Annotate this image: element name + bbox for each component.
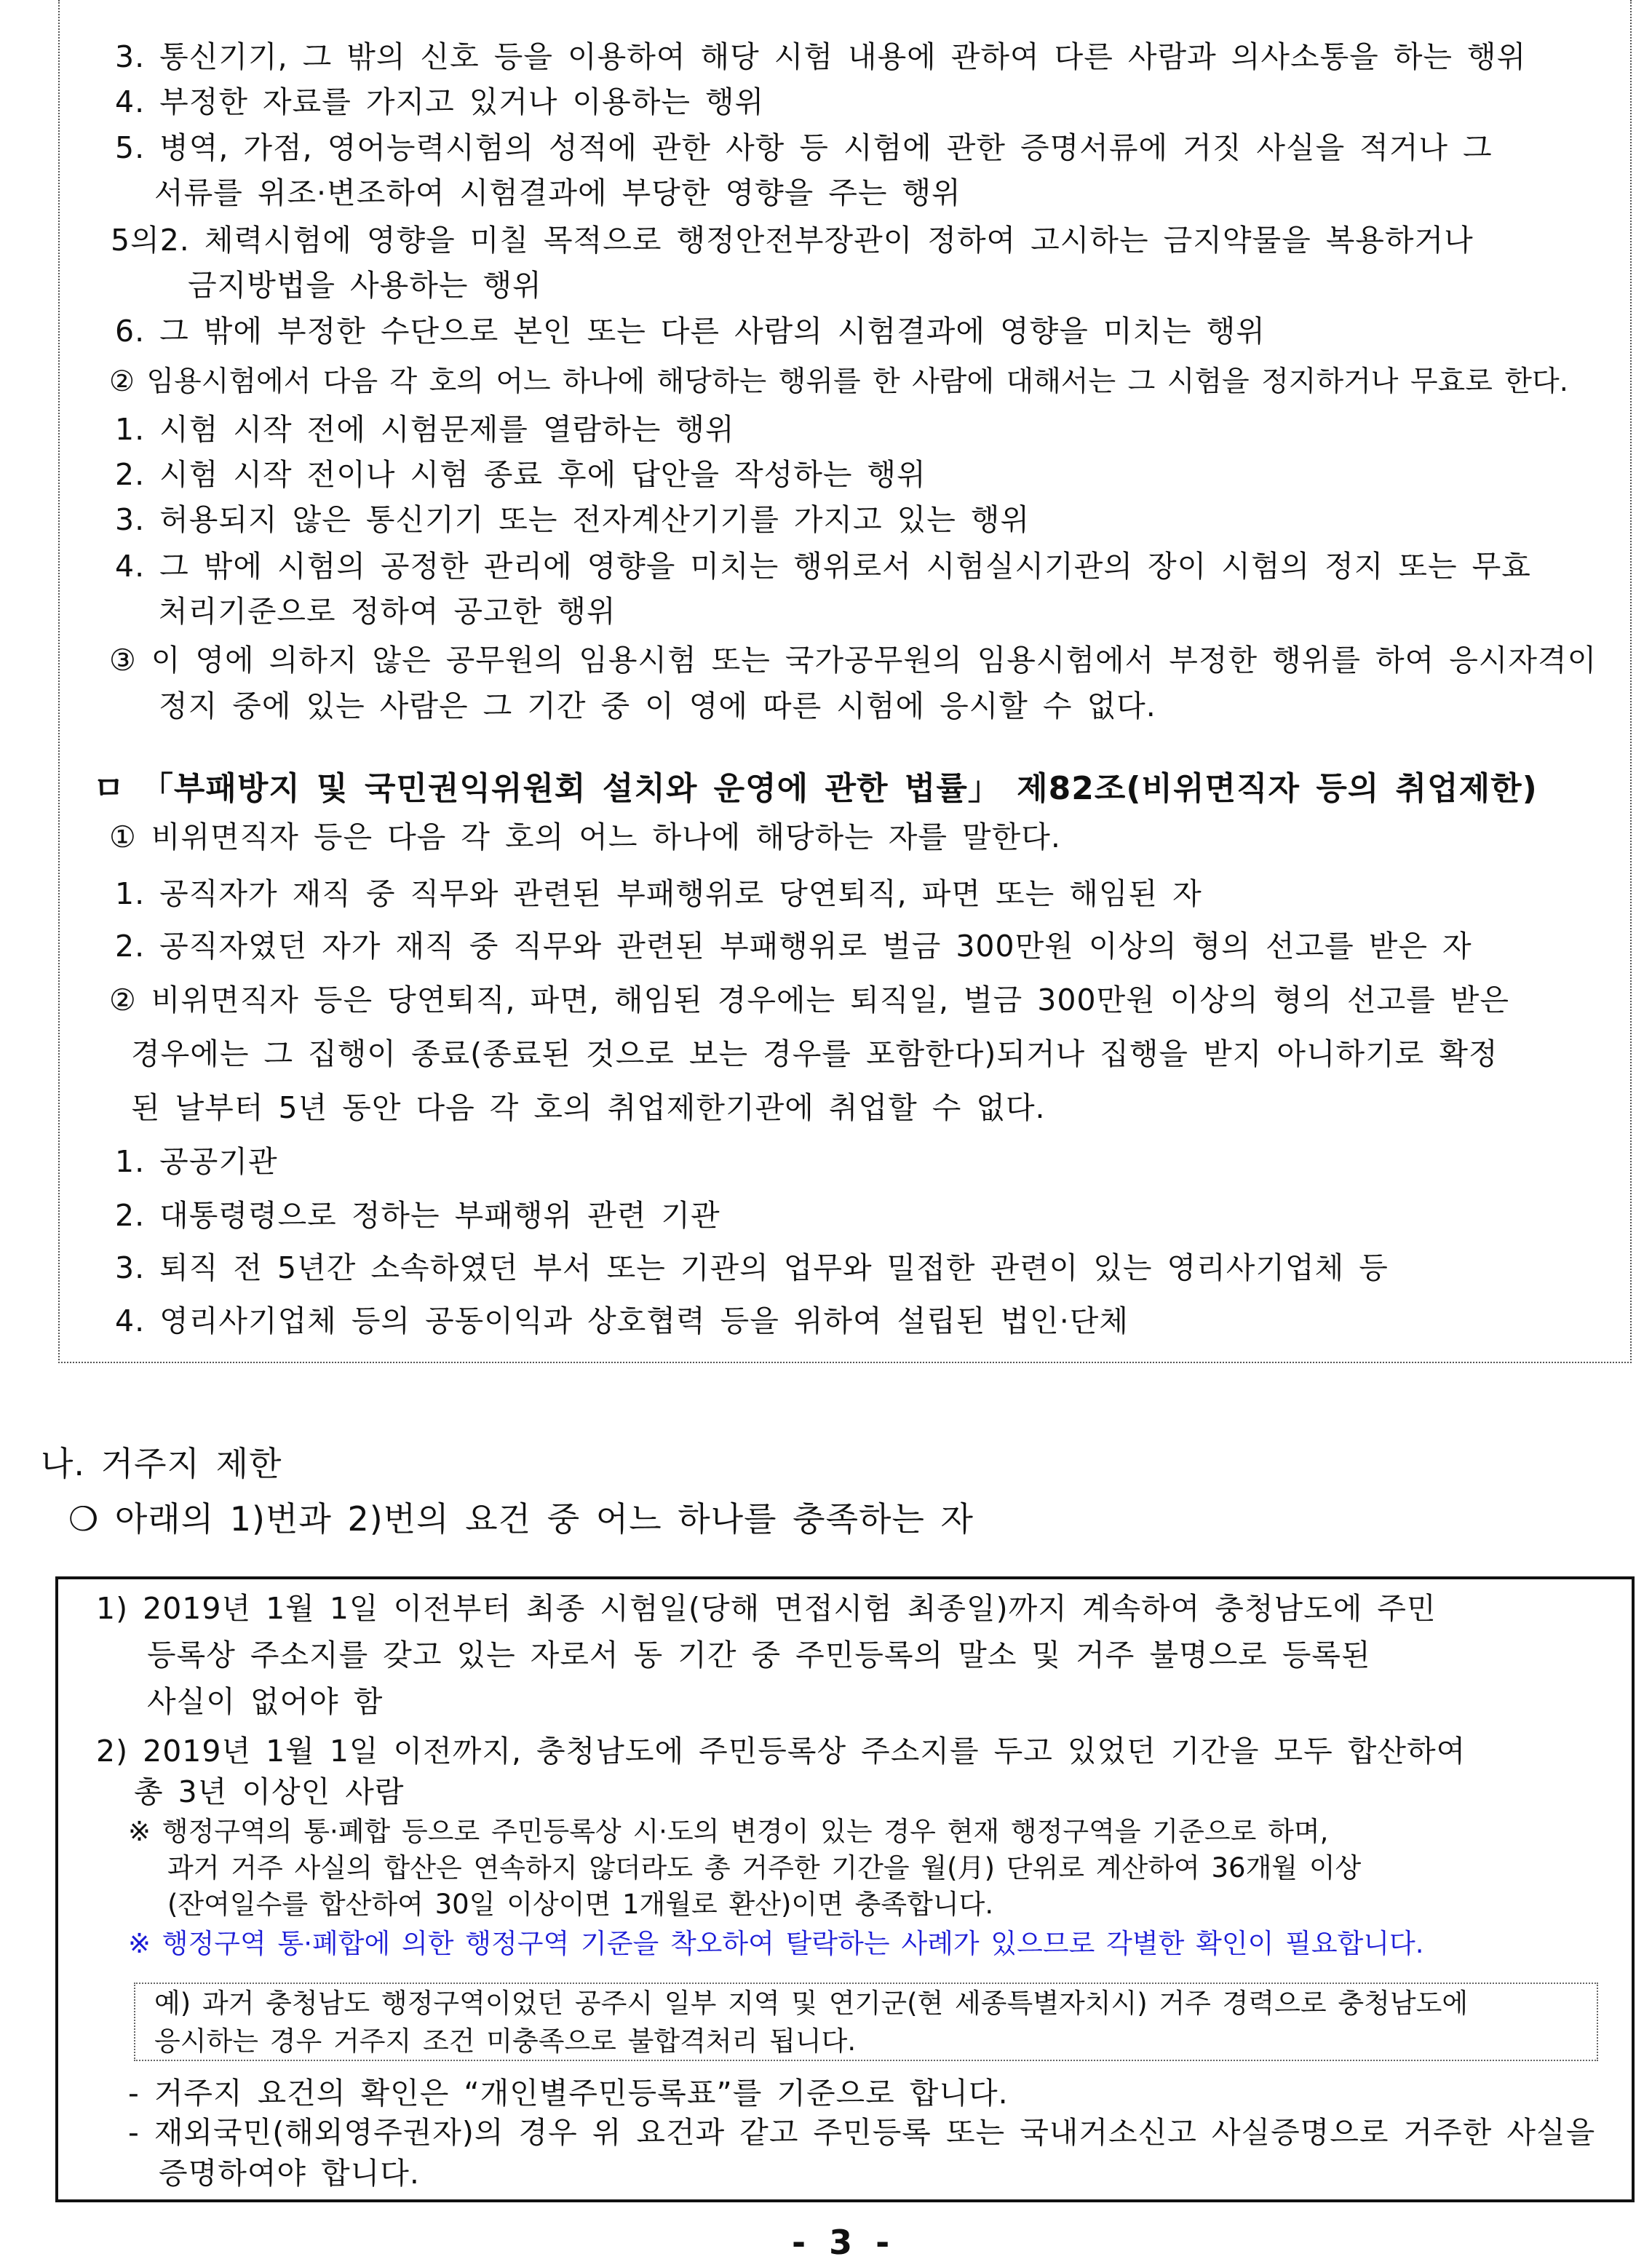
- text-line: 2. 공직자였던 자가 재직 중 직무와 관련된 부패행위로 벌금 300만원 이상의 형의 선고를 받은 자: [115, 929, 1472, 964]
- text-line: 된 날부터 5년 동안 다음 각 호의 취업제한기관에 취업할 수 없다.: [131, 1090, 1046, 1125]
- text-line: ③ 이 영에 의하지 않은 공무원의 임용시험 또는 국가공무원의 임용시험에서 부정한 행위를 하여 응시자격이: [109, 643, 1597, 678]
- text-line: 2. 시험 시작 전이나 시험 종료 후에 답안을 작성하는 행위: [115, 457, 926, 492]
- text-line: 4. 그 밖에 시험의 공정한 관리에 영향을 미치는 행위로서 시험실시기관의 장이 시험의 정지 또는 무효: [115, 549, 1531, 584]
- text-line: 1. 시험 시작 전에 시험문제를 열람하는 행위: [115, 412, 735, 447]
- text-line: 5의2. 체력시험에 영향을 미칠 목적으로 행정안전부장관이 정하여 고시하는 금지약물을 복용하거나: [111, 223, 1474, 258]
- text-line: 과거 거주 사실의 합산은 연속하지 않더라도 총 거주한 기간을 월(月) 단위로 계산하여 36개월 이상: [167, 1852, 1362, 1884]
- section-title: 나. 거주지 제한: [41, 1444, 282, 1483]
- text-line: 예) 과거 충청남도 행정구역이었던 공주시 일부 지역 및 연기군(현 세종특별자치시) 거주 경력으로 충청남도에: [154, 1988, 1469, 2019]
- text-line: 6. 그 밖에 부정한 수단으로 본인 또는 다른 사람의 시험결과에 영향을 미치는 행위: [115, 314, 1266, 349]
- text-line: 2. 대통령령으로 정하는 부패행위 관련 기관: [115, 1198, 720, 1233]
- text-line: 1) 2019년 1월 1일 이전부터 최종 시험일(당해 면접시험 최종일)까지 계속하여 충청남도에 주민: [96, 1591, 1437, 1626]
- text-line: 총 3년 이상인 사람: [134, 1774, 405, 1809]
- text-line: ※ 행정구역의 통·폐합 등으로 주민등록상 시·도의 변경이 있는 경우 현재 행정구역을 기준으로 하며,: [128, 1816, 1329, 1847]
- text-line: ② 비위면직자 등은 당연퇴직, 파면, 해임된 경우에는 퇴직일, 벌금 300만원 이상의 형의 선고를 받은: [109, 983, 1509, 1017]
- text-line: 경우에는 그 집행이 종료(종료된 것으로 보는 경우를 포함한다)되거나 집행을 받지 아니하기로 확정: [131, 1036, 1498, 1071]
- text-line: 사실이 없어야 함: [147, 1684, 384, 1719]
- text-line: 서류를 위조·변조하여 시험결과에 부당한 영향을 주는 행위: [154, 175, 961, 210]
- text-line: ② 임용시험에서 다음 각 호의 어느 하나에 해당하는 행위를 한 사람에 대해서는 그 시험을 정지하거나 무효로 한다.: [109, 365, 1569, 398]
- text-line: 4. 영리사기업체 등의 공동이익과 상호협력 등을 위하여 설립된 법인·단체: [115, 1303, 1129, 1338]
- text-line: 처리기준으로 정하여 공고한 행위: [159, 594, 616, 629]
- text-line: 1. 공직자가 재직 중 직무와 관련된 부패행위로 당연퇴직, 파면 또는 해임된 자: [115, 876, 1202, 911]
- page-number: - 3 -: [792, 2223, 896, 2262]
- text-line: 2) 2019년 1월 1일 이전까지, 충청남도에 주민등록상 주소지를 두고 있었던 기간을 모두 합산하여: [96, 1734, 1466, 1769]
- warning-note: ※ 행정구역 통·폐합에 의한 행정구역 기준을 착오하여 탈락하는 사례가 있으므로 각별한 확인이 필요합니다.: [128, 1928, 1424, 1959]
- text-line: 금지방법을 사용하는 행위: [188, 268, 542, 303]
- section-subtitle: ❍ 아래의 1)번과 2)번의 요건 중 어느 하나를 충족하는 자: [68, 1499, 974, 1539]
- text-line: 1. 공공기관: [115, 1144, 278, 1179]
- text-line: 3. 통신기기, 그 밖의 신호 등을 이용하여 해당 시험 내용에 관하여 다른 사람과 의사소통을 하는 행위: [115, 39, 1527, 74]
- law-heading: ㅁ 「부패방지 및 국민권익위원회 설치와 운영에 관한 법률」 제82조(비위면직자 등의 취업제한): [93, 770, 1538, 807]
- text-line: (잔여일수를 합산하여 30일 이상이면 1개월로 환산)이면 충족합니다.: [167, 1889, 994, 1920]
- text-line: 정지 중에 있는 사람은 그 기간 중 이 영에 따른 시험에 응시할 수 없다.: [159, 688, 1156, 723]
- text-line: 5. 병역, 가점, 영어능력시험의 성적에 관한 사항 등 시험에 관한 증명서류에 거짓 사실을 적거나 그: [115, 130, 1493, 165]
- text-line: ① 비위면직자 등은 다음 각 호의 어느 하나에 해당하는 자를 말한다.: [109, 820, 1061, 854]
- text-line: 응시하는 경우 거주지 조건 미충족으로 불합격처리 됩니다.: [154, 2025, 857, 2057]
- text-line: 증명하여야 합니다.: [159, 2156, 420, 2191]
- text-line: 4. 부정한 자료를 가지고 있거나 이용하는 행위: [115, 84, 765, 119]
- text-line: 3. 퇴직 전 5년간 소속하였던 부서 또는 기관의 업무와 밀접한 관련이 있는 영리사기업체 등: [115, 1250, 1389, 1285]
- text-line: 등록상 주소지를 갖고 있는 자로서 동 기간 중 주민등록의 말소 및 거주 불명으로 등록된: [147, 1638, 1371, 1672]
- text-line: 3. 허용되지 않은 통신기기 또는 전자계산기기를 가지고 있는 행위: [115, 502, 1030, 537]
- text-line: - 재외국민(해외영주권자)의 경우 위 요건과 같고 주민등록 또는 국내거소신고 사실증명으로 거주한 사실을: [128, 2115, 1596, 2150]
- text-line: - 거주지 요건의 확인은 “개인별주민등록표”를 기준으로 합니다.: [128, 2076, 1009, 2111]
